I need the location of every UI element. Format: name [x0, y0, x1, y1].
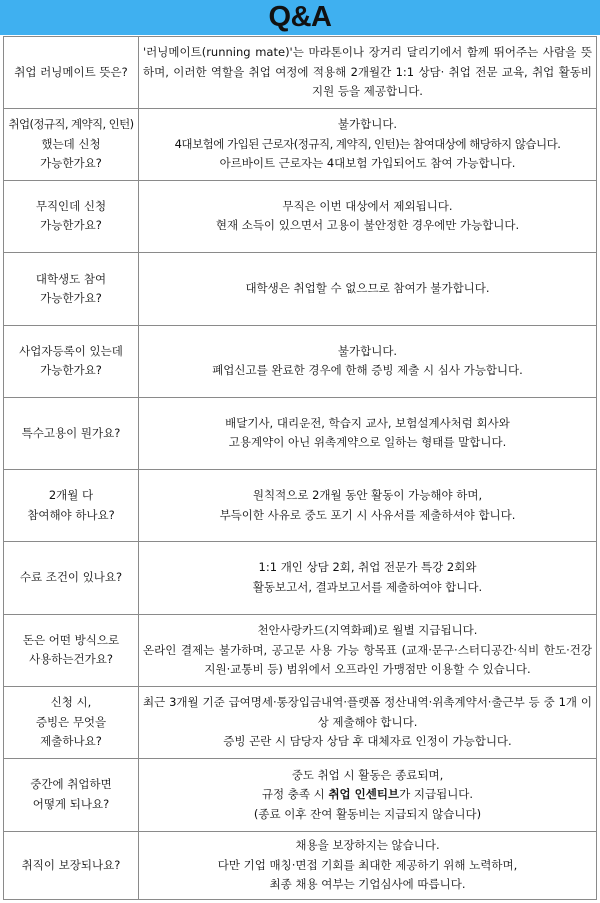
question-text: 수료 조건이 있나요? [19, 570, 123, 585]
question-text: 대학생도 참여 [35, 271, 107, 286]
table-row [4, 614, 597, 686]
question-text: 가능한가요? [40, 218, 102, 233]
question-cell [4, 109, 139, 180]
question-cell [4, 180, 139, 252]
table-row [4, 109, 597, 180]
table-row [4, 542, 597, 614]
answer-text: 최근 3개월 기준 급여명세·통장입금내역·플랫폼 정산내역·위촉계약서·출근부 등 중 1개 이상 제출해야 합니다. [143, 695, 592, 729]
answer-text: 대학생은 취업할 수 없으므로 참여가 불가합니다. [245, 281, 490, 296]
answer-cell [139, 326, 597, 397]
question-cell [4, 252, 139, 325]
answer-text: 채용을 보장하지는 않습니다. [295, 838, 440, 853]
answer-text-pre: 규정 충족 시 [261, 787, 329, 802]
answer-text: 불가합니다. [337, 343, 398, 358]
answer-cell [139, 831, 597, 899]
answer-cell [139, 614, 597, 686]
answer-text: 불가합니다. [337, 117, 398, 132]
answer-text: 최종 채용 여부는 기업심사에 따릅니다. [269, 877, 466, 892]
answer-text: 무직은 이번 대상에서 제외됩니다. [282, 198, 453, 213]
table-row [4, 326, 597, 397]
question-text: 돈은 어떤 방식으로 [22, 632, 120, 647]
question-text: 사업자등록이 있는데 [19, 343, 123, 358]
question-text: 사용하는건가요? [29, 652, 113, 667]
answer-text: 폐업신고를 완료한 경우에 한해 증빙 제출 시 심사 가능합니다. [212, 363, 523, 378]
question-cell [4, 469, 139, 541]
question-cell [4, 831, 139, 899]
table-row [4, 686, 597, 758]
table-row [4, 180, 597, 252]
answer-cell [139, 542, 597, 614]
answer-text: '러닝메이트(running mate)'는 마라톤이나 장거리 달리기에서 함께 뛰어주는 사람을 뜻하며, 이러한 역할을 취업 여정에 적용해 2개월간 1:1 상담· 취업 전문 교육, 취업 활동비 지원 등을 제공합니다. [143, 45, 592, 99]
question-text: 취업(정규직, 계약직, 인턴) [8, 117, 134, 132]
answer-cell [139, 252, 597, 325]
question-cell [4, 686, 139, 758]
answer-cell [139, 759, 597, 831]
question-cell [4, 37, 139, 109]
answer-text: 활동보고서, 결과보고서를 제출하여야 합니다. [252, 579, 483, 594]
answer-text: 온라인 결제는 불가하며, 공고문 사용 가능 항목표 (교재·문구·스터디공간·식비 한도·건강지원·교통비 등) 범위에서 오프라인 가맹점만 이용할 수 있습니다. [143, 642, 592, 677]
answer-text: 배달기사, 대리운전, 학습지 교사, 보험설계사처럼 회사와 [225, 415, 510, 430]
table-row [4, 397, 597, 469]
qa-title-bar [0, 0, 600, 35]
answer-text: 고용계약이 아닌 위촉계약으로 일하는 형태를 말합니다. [228, 435, 507, 450]
table-row [4, 759, 597, 831]
table-row [4, 469, 597, 541]
table-row [4, 37, 597, 109]
answer-text: 증빙 곤란 시 담당자 상담 후 대체자료 인정이 가능합니다. [223, 734, 512, 749]
answer-text-post: 가 지급됩니다. [399, 787, 474, 802]
question-text: 취직이 보장되나요? [21, 857, 121, 872]
answer-text: 다만 기업 매칭·면접 기회를 최대한 제공하기 위해 노력하며, [217, 857, 518, 872]
question-text: 중간에 취업하면 [30, 777, 112, 792]
answer-text: 아르바이트 근로자는 4대보험 가입되어도 참여 가능합니다. [219, 156, 516, 171]
table-row [4, 831, 597, 899]
answer-text: 중도 취업 시 활동은 종료되며, [291, 767, 444, 782]
question-text: 어떻게 되나요? [32, 796, 110, 811]
question-text: 제출하나요? [40, 734, 102, 749]
answer-cell [139, 469, 597, 541]
qa-table [3, 36, 597, 900]
question-text: 했는데 신청 [41, 136, 101, 151]
question-text: 취업 러닝메이트 뜻은? [14, 64, 128, 79]
question-cell [4, 614, 139, 686]
question-text: 무직인데 신청 [35, 198, 107, 213]
answer-text: 4대보험에 가입된 근로자(정규직, 계약직, 인턴)는 참여대상에 해당하지 않습니다. [174, 136, 561, 151]
answer-cell [139, 109, 597, 180]
answer-text: 1:1 개인 상담 2회, 취업 전문가 특강 2회와 [258, 560, 477, 575]
incentive-highlight: 취업 인센티브 [328, 787, 400, 802]
answer-cell [139, 397, 597, 469]
table-row [4, 252, 597, 325]
answer-text: 원칙적으로 2개월 동안 활동이 가능해야 하며, [252, 488, 483, 503]
question-text: 증빙은 무엇을 [35, 714, 107, 729]
page-title: Q&A [268, 1, 332, 33]
answer-text-incentive [143, 785, 592, 805]
question-text: 특수고용이 뭔가요? [21, 425, 121, 440]
answer-cell [139, 686, 597, 758]
question-text: 가능한가요? [40, 291, 102, 306]
question-text: 가능한가요? [40, 363, 102, 378]
answer-text: 천안사랑카드(지역화폐)로 월별 지급됩니다. [257, 623, 478, 638]
question-cell [4, 542, 139, 614]
question-text: 2개월 다 [48, 488, 94, 503]
question-text: 가능한가요? [40, 156, 102, 171]
question-text: 참여해야 하나요? [27, 507, 115, 522]
answer-text: 부득이한 사유로 중도 포기 시 사유서를 제출하셔야 합니다. [219, 507, 516, 522]
question-text: 신청 시, [50, 695, 92, 710]
question-cell [4, 326, 139, 397]
question-cell [4, 759, 139, 831]
answer-cell [139, 180, 597, 252]
answer-text: (종료 이후 잔여 활동비는 지급되지 않습니다) [253, 806, 482, 821]
question-cell [4, 397, 139, 469]
answer-text: 현재 소득이 있으면서 고용이 불안정한 경우에만 가능합니다. [215, 218, 520, 233]
answer-cell [139, 37, 597, 109]
